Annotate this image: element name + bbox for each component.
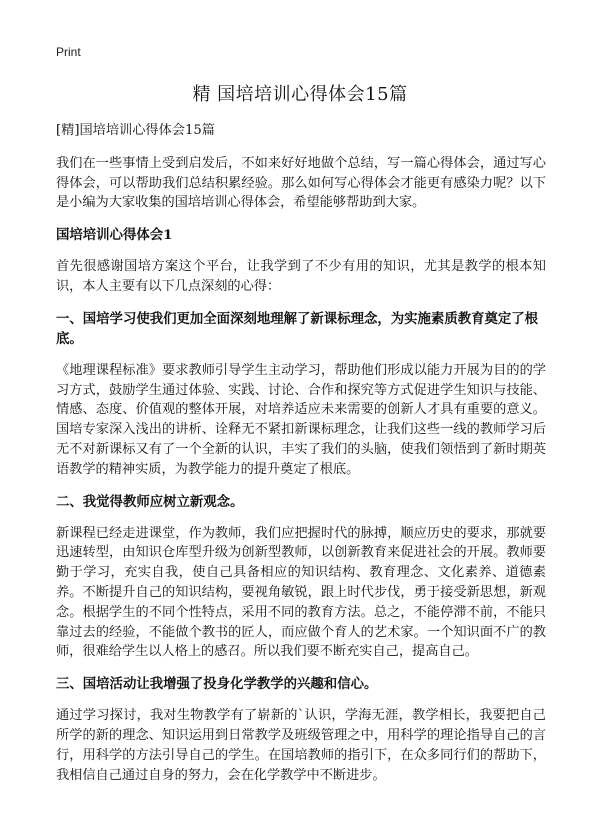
document-body [56, 121, 546, 797]
section-heading: 国培培训心得体会1 [56, 227, 173, 244]
print-link[interactable]: Print [56, 45, 81, 59]
intro-paragraph: 我们在一些事情上受到启发后，不如来好好地做个总结，写一篇心得体会，通过写心得体会，可以帮助我们总结积累经验。那么如何写心得体会才能更有感染力呢？以下是小编为大家收集的国培培训心得体会，希望能够帮助到大家。 [56, 155, 546, 211]
point-2-heading: 二、我觉得教师应树立新观念。 [56, 493, 244, 510]
document-subtitle: [精]国培培训心得体会15篇 [56, 123, 215, 138]
opening-paragraph: 首先很感谢国培方案这个平台，让我学到了不少有用的知识，尤其是教学的根本知识，本人主要有以下几点深刻的心得： [56, 259, 546, 294]
point-1-paragraph: 《地理课程标准》要求教师引导学生主动学习，帮助他们形成以能力开展为目的的学习方式，鼓励学生通过体验、实践、讨论、合作和探究等方式促进学生知识与技能、情感、态度、价值观的整体开展，对培养适应未来需要的创新人才具有重要的意义。国培专家深入浅出的讲析、诠释无不紧扣新课标理念，让我们这些一线的教师学习后无不对新课标又有了一个全新的认识，丰实了我们的头脑，使我们领悟到了新时期英语教学的精神实质，为教学能力的提升奠定了根底。 [56, 362, 546, 477]
point-2-paragraph: 新课程已经走进课堂，作为教师，我们应把握时代的脉搏，顺应历史的要求，那就要迅速转型，由知识仓库型升级为创新型教师，以创新教育来促进社会的开展。教师要勤于学习，充实自我，使自己具备相应的知识结构、教育理念、文化素养、道德素养。不断提升自己的知识结构，要视角敏锐，跟上时代步伐，勇于接受新思想，新观念。根据学生的不同个性特点，采用不同的教育方法。总之，不能停滞不前，不能只靠过去的经验，不能做个教书的匠人，而应做个育人的艺术家。一个知识面不广的教师，很难给学生以人格上的感召。所以我们要不断充实自己，提高自己。 [56, 525, 546, 660]
point-3-paragraph: 通过学习探讨，我对生物教学有了崭新的`认识，学海无涯，教学相长，我要把自己所学的新的理念、知识运用到日常教学及班级管理之中，用科学的理论指导自己的言行，用科学的方法引导自己的学生。在国培教师的指引下，在众多同行们的帮助下，我相信自己通过自身的努力，会在化学教学中不断进步。 [56, 708, 546, 783]
point-3-heading: 三、国培活动让我增强了投身化学教学的兴趣和信心。 [56, 676, 378, 693]
point-1-heading: 一、国培学习使我们更加全面深刻地理解了新课标理念，为实施素质教育奠定了根底。 [56, 310, 539, 347]
document-title: 精 国培培训心得体会15篇 [192, 84, 408, 105]
